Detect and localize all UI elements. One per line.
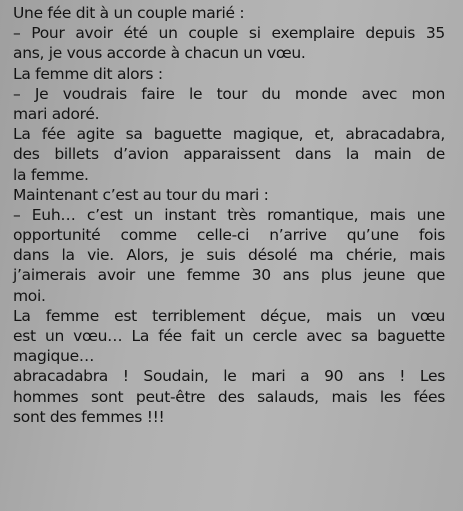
text-line: – Pour avoir été un couple si exemplaire depuis 35: [13, 24, 445, 43]
text-line: ans, je vous accorde à chacun un vœu.: [13, 44, 306, 63]
text-line: – Euh… c’est un instant très romantique, mais une: [13, 205, 445, 224]
text-line: hommes sont peut-être des salauds, mais les fées: [13, 387, 445, 406]
text-line: la femme.: [13, 165, 89, 184]
text-line: – Je voudrais faire le tour du monde avec mon: [13, 84, 445, 103]
text-line: Une fée dit à un couple marié :: [13, 4, 245, 22]
text-line: moi.: [13, 286, 46, 305]
text-line: sont des femmes !!!: [13, 407, 165, 426]
text-line: abracadabra ! Soudain, le mari a 90 ans ! Les: [13, 367, 445, 386]
text-line: La femme dit alors :: [13, 64, 163, 83]
text-line: j’aimerais avoir une femme 30 ans plus jeune que: [13, 266, 445, 285]
text-line: opportunité comme celle-ci n’arrive qu’une fois: [13, 226, 445, 245]
text-line: est un vœu… La fée fait un cercle avec sa baguette: [13, 327, 445, 345]
text-line: mari adoré.: [13, 104, 100, 123]
text-line: des billets d’avion apparaissent dans la main de: [13, 145, 445, 164]
text-line: Maintenant c’est au tour du mari :: [13, 185, 269, 204]
text-line: La fée agite sa baguette magique, et, abracadabra,: [13, 125, 445, 144]
text-line: dans la vie. Alors, je suis désolé ma chérie, mais: [13, 246, 445, 265]
story-text: [13, 3, 445, 427]
text-line: magique…: [13, 347, 95, 366]
text-line: La femme est terriblement déçue, mais un vœu: [13, 306, 445, 325]
